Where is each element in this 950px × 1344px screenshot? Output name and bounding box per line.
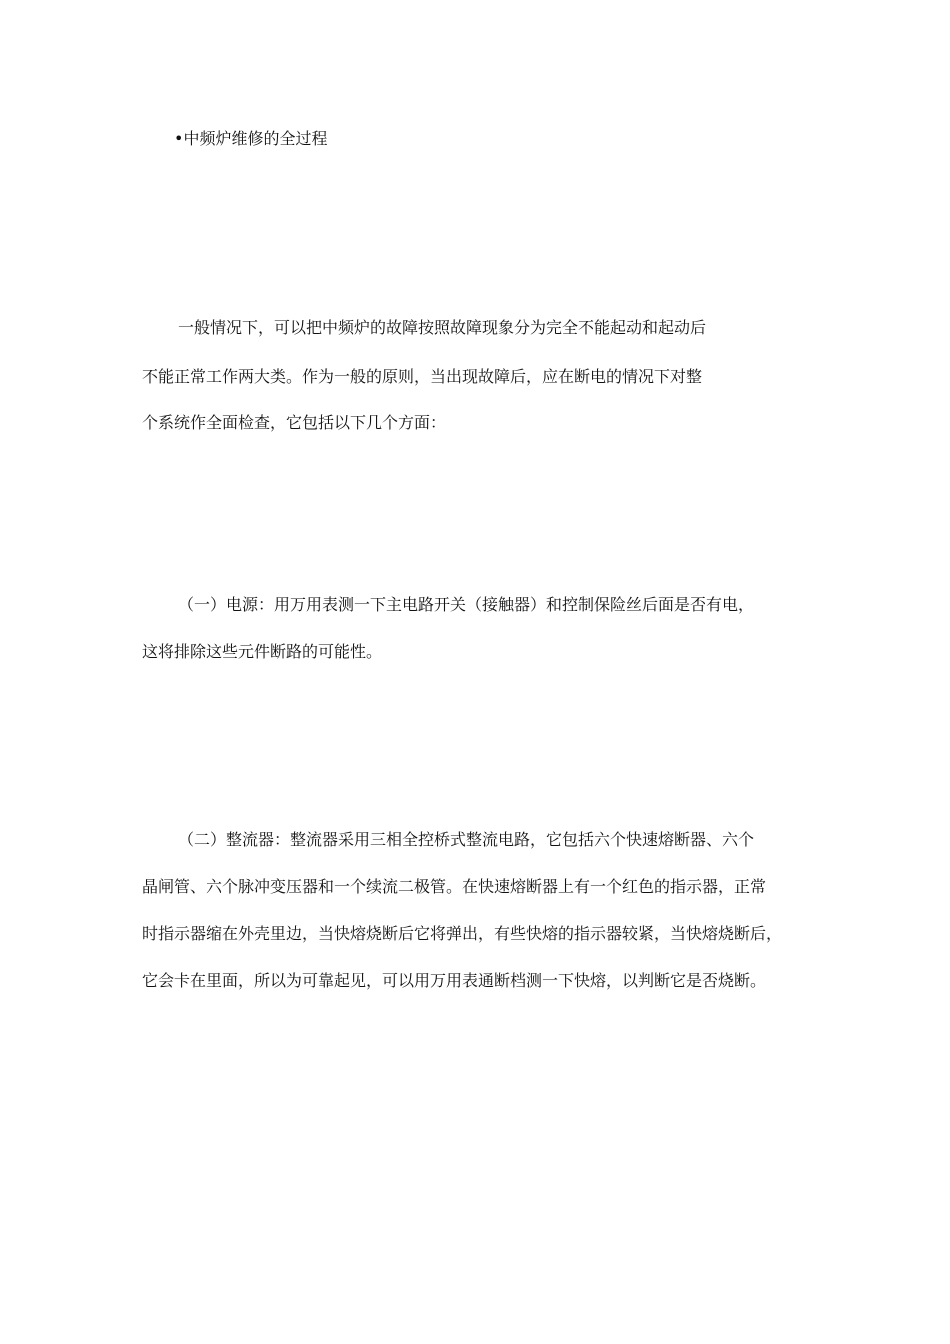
paragraph-line: 一般情况下，可以把中频炉的故障按照故障现象分为完全不能起动和起动后 (178, 318, 707, 337)
paragraph-line: （二）整流器：整流器采用三相全控桥式整流电路，它包括六个快速熔断器、六个 (178, 830, 755, 849)
paragraph-line: 时指示器缩在外壳里边，当快熔烧断后它将弹出，有些快熔的指示器较紧，当快熔烧断后， (142, 924, 783, 943)
paragraph-line: 个系统作全面检查，它包括以下几个方面： (142, 413, 447, 432)
paragraph-line: 它会卡在里面，所以为可靠起见，可以用万用表通断档测一下快熔，以判断它是否烧断。 (142, 971, 767, 990)
paragraph-line: 这将排除这些元件断路的可能性。 (142, 642, 383, 661)
document-title: •中频炉维修的全过程 (174, 129, 328, 148)
paragraph-line: 晶闸管、六个脉冲变压器和一个续流二极管。在快速熔断器上有一个红色的指示器，正常 (142, 877, 767, 896)
paragraph-line: （一）电源：用万用表测一下主电路开关（接触器）和控制保险丝后面是否有电， (178, 595, 755, 614)
paragraph-line: 不能正常工作两大类。作为一般的原则，当出现故障后，应在断电的情况下对整 (142, 367, 703, 386)
